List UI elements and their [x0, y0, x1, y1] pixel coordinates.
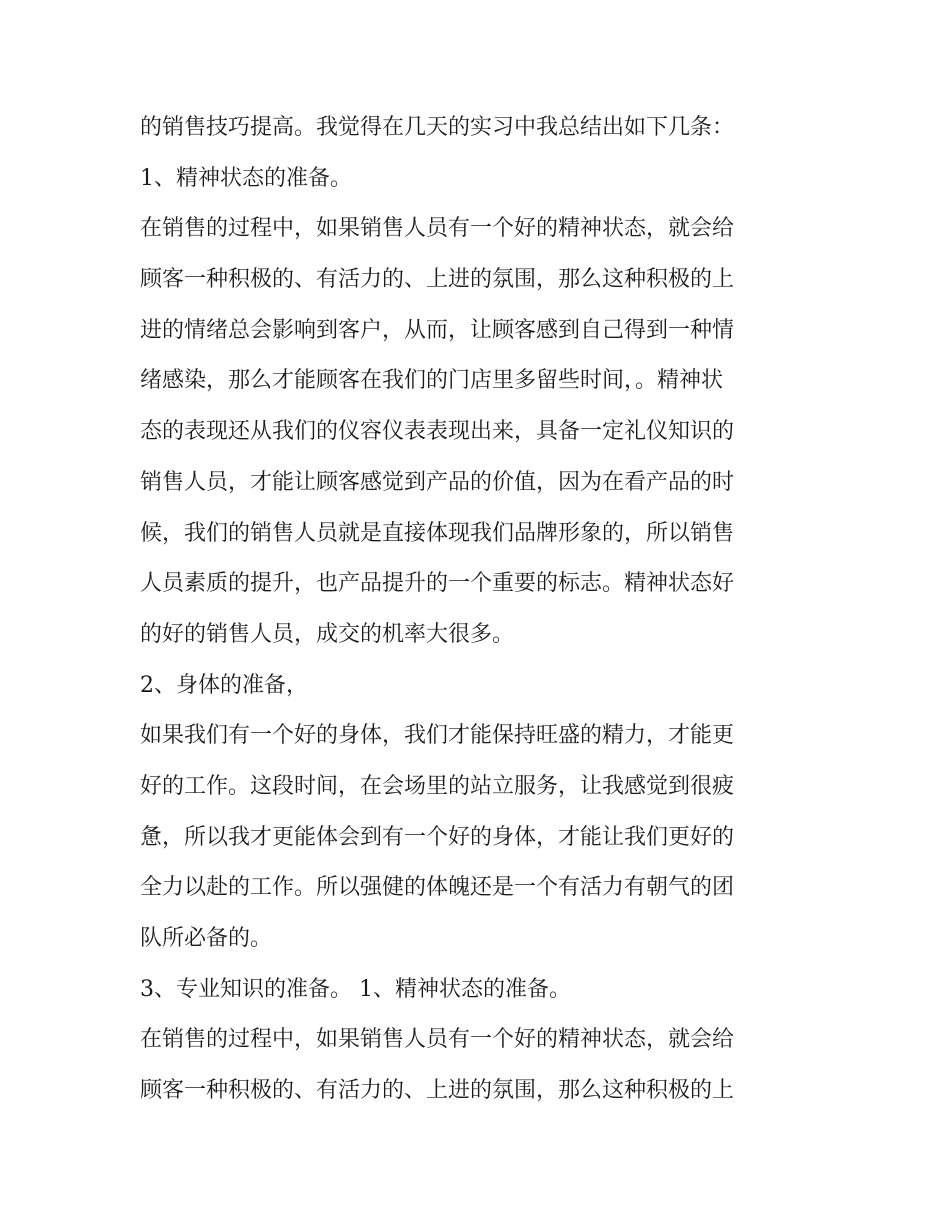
text-line: 在销售的过程中，如果销售人员有一个好的精神状态，就会给: [140, 216, 735, 242]
text-line: 队所必备的。: [140, 926, 273, 951]
text-line: 人员素质的提升，也产品提升的一个重要的标志。精神状态好: [140, 571, 735, 597]
document-body: [140, 103, 812, 1117]
text-line: 惫，所以我才更能体会到有一个好的身体，才能让我们更好的: [140, 824, 735, 850]
text-line: 销售人员，才能让顾客感觉到产品的价值，因为在看产品的时: [140, 469, 735, 495]
text-line: 顾客一种积极的、有活力的、上进的氛围，那么这种积极的上: [140, 1078, 735, 1104]
text-line: 态的表现还从我们的仪容仪表表现出来，具备一定礼仪知识的: [140, 419, 735, 445]
text-line: 如果我们有一个好的身体，我们才能保持旺盛的精力，才能更: [140, 723, 735, 749]
text-line: 的好的销售人员，成交的机率大很多。: [140, 621, 515, 647]
text-line: 在销售的过程中，如果销售人员有一个好的精神状态，就会给: [140, 1027, 735, 1053]
text-line: 顾客一种积极的、有活力的、上进的氛围，那么这种积极的上: [140, 267, 735, 293]
section-heading: 2、身体的准备，: [140, 672, 308, 698]
section-heading: 3、专业知识的准备。 1、精神状态的准备。: [140, 976, 571, 1002]
text-line: 全力以赴的工作。所以强健的体魄还是一个有活力有朝气的团: [140, 875, 735, 901]
text-line: 候，我们的销售人员就是直接体现我们品牌形象的，所以销售: [140, 520, 735, 546]
text-line: 好的工作。这段时间，在会场里的站立服务，让我感觉到很疲: [140, 773, 735, 799]
section-heading: 1、精神状态的准备。: [140, 165, 352, 191]
text-line: 进的情绪总会影响到客户，从而，让顾客感到自己得到一种情: [140, 317, 735, 343]
text-line: 绪感染，那么才能顾客在我们的门店里多留些时间，。精神状: [140, 368, 724, 394]
text-line: 的销售技巧提高。我觉得在几天的实习中我总结出如下几条：: [140, 115, 735, 140]
